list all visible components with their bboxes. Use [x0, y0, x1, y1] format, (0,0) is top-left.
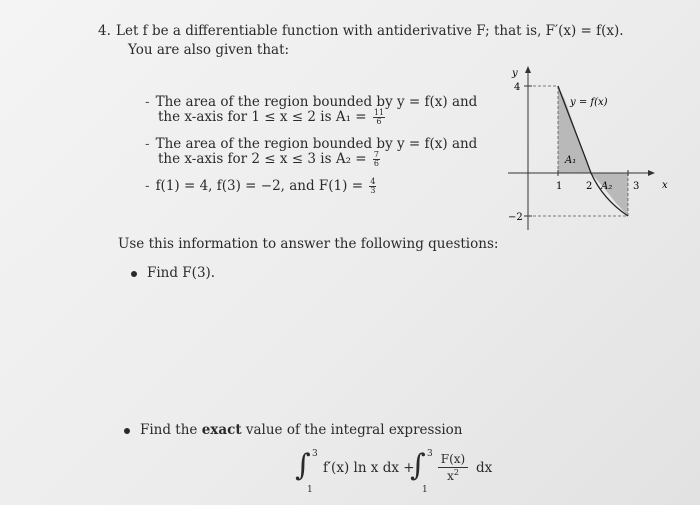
function-graph — [500, 58, 690, 233]
integral-term-2-dx: dx — [476, 460, 493, 476]
dash-bullet: - — [145, 94, 150, 110]
y-axis-label: y — [512, 68, 518, 79]
instructions-text: Use this information to answer the following questions: — [118, 236, 499, 252]
dash-bullet: - — [145, 136, 150, 152]
tick-label-x1: 1 — [556, 181, 563, 192]
integral-1-upper: 3 — [312, 449, 318, 459]
fact-1-line1: - The area of the region bounded by y = f(x) and — [145, 94, 478, 110]
fraction-a1: $\frac{11}{6}$ — [373, 108, 385, 126]
fact-3: - f(1) = 4, f(3) = −2, and F(1) = $\frac{4}{3}$ — [145, 177, 376, 195]
fact-2-line2: the x-axis for 2 ≤ x ≤ 3 is A₂ = $\frac{7}{6}$ — [158, 150, 379, 168]
region-a2-shading — [591, 173, 628, 216]
integral-sign-1: ∫ — [295, 448, 311, 483]
dash-bullet: - — [145, 178, 150, 194]
integral-2-upper: 3 — [427, 449, 433, 459]
tick-label-x2: 2 — [586, 181, 593, 192]
tick-label-y4: 4 — [514, 82, 521, 93]
curve-label: y = f(x) — [570, 97, 608, 108]
tick-label-x3: 3 — [633, 181, 640, 192]
problem-intro-line2: You are also given that: — [128, 42, 290, 58]
bullet-dot — [131, 271, 137, 277]
integral-1-lower: 1 — [307, 485, 313, 495]
integral-term-2-fraction — [438, 452, 468, 483]
tick-label-y-neg2: −2 — [508, 212, 523, 223]
region-label-a1: A₁ — [565, 155, 577, 166]
x-axis-arrow — [648, 170, 655, 176]
fact-2-line1: - The area of the region bounded by y = f(x) and — [145, 136, 478, 152]
problem-intro-line1: Let f be a differentiable function with antiderivative F; that is, F′(x) = f(x). — [116, 23, 624, 39]
fact-1-line2: the x-axis for 1 ≤ x ≤ 2 is A₁ = $\frac{11}{6}$ — [158, 108, 385, 126]
fraction-a2: $\frac{7}{6}$ — [373, 150, 379, 168]
integral-term-1: f′(x) ln x dx + — [323, 460, 415, 476]
integral-2-lower: 1 — [422, 485, 428, 495]
region-label-a2: A₂ — [601, 181, 613, 192]
question-2: Find the exact value of the integral expression — [140, 422, 463, 438]
integral-sign-2: ∫ — [410, 448, 426, 483]
fraction-F1: $\frac{4}{3}$ — [370, 177, 376, 195]
x-axis-label: x — [662, 180, 668, 191]
bullet-dot — [124, 428, 130, 434]
question-1: Find F(3). — [147, 265, 216, 281]
emphasis-exact: exact — [201, 422, 242, 438]
fraction-denominator: $x^2$ — [447, 468, 459, 483]
problem-number: 4. — [98, 23, 111, 39]
y-axis-arrow — [525, 66, 531, 73]
fraction-numerator: F(x) — [438, 452, 468, 468]
